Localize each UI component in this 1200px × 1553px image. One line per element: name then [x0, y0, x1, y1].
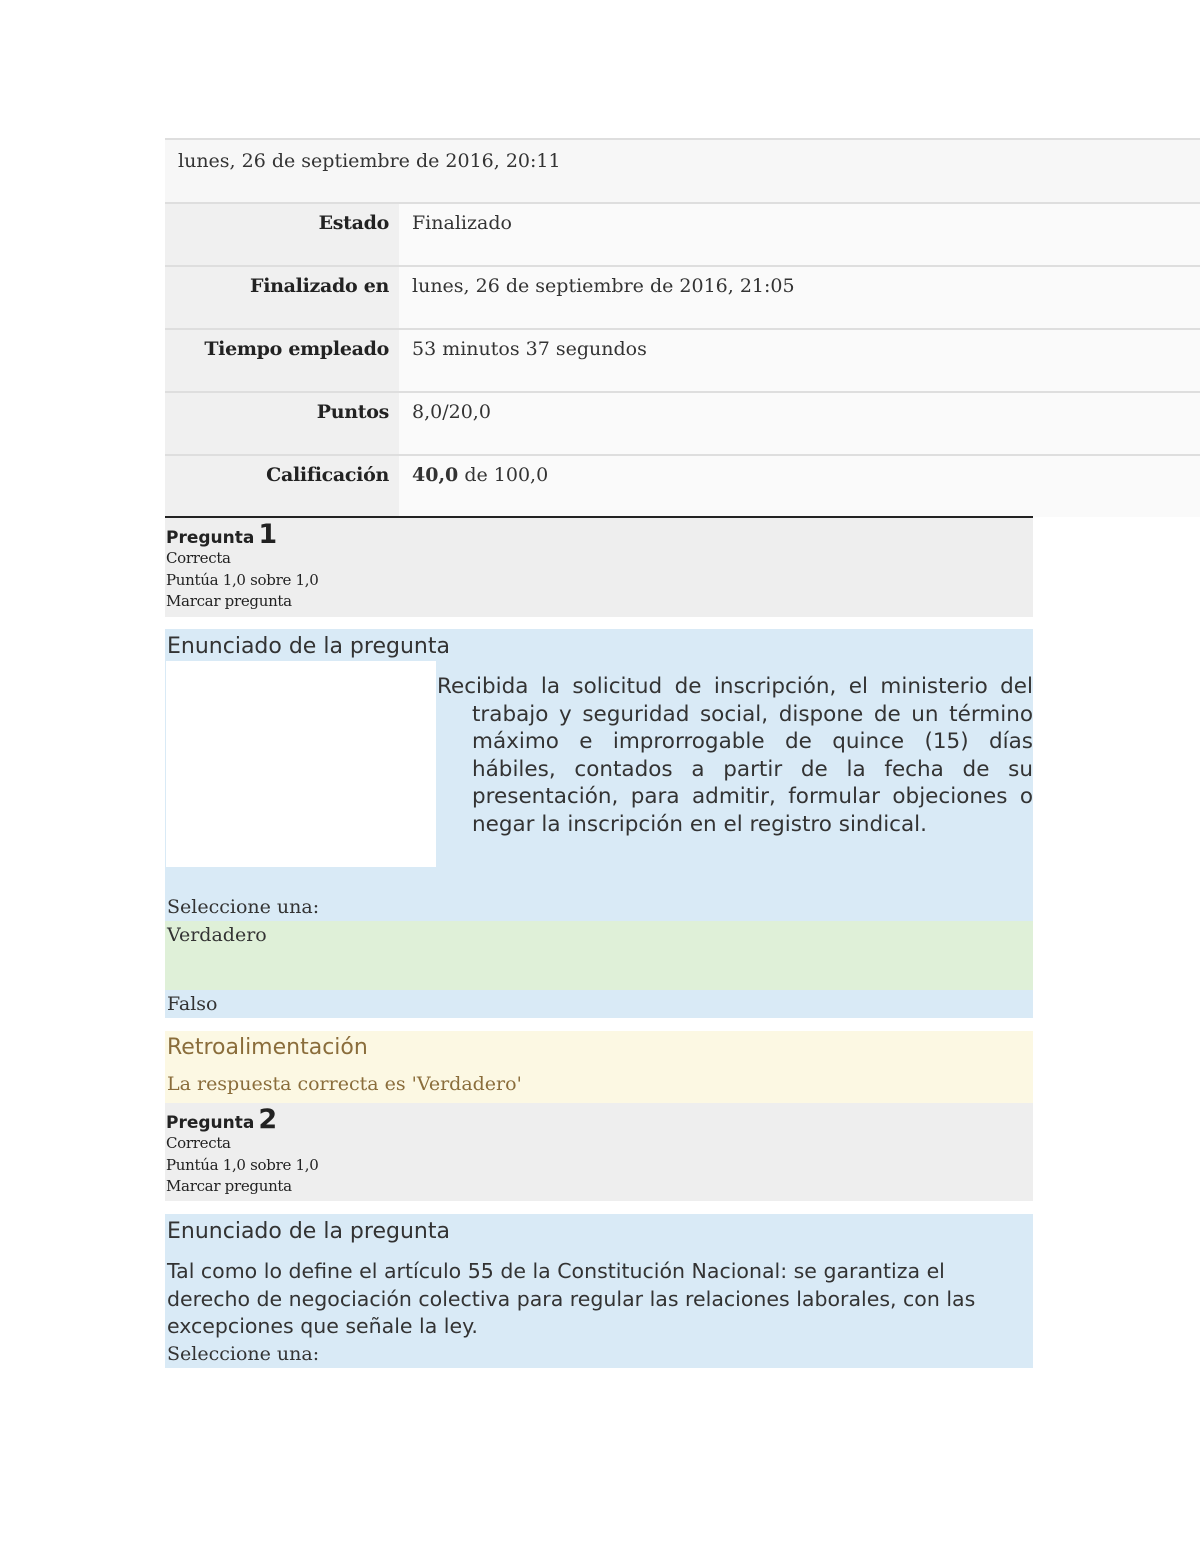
quiz-review-summary — [165, 138, 1200, 517]
flag-question-link[interactable]: Marcar pregunta — [166, 1177, 292, 1195]
question-number — [165, 518, 1033, 548]
summary-row-grade — [165, 456, 1200, 517]
grade-score: 40,0 — [412, 464, 459, 486]
summary-label: Finalizado en — [165, 267, 399, 328]
summary-label: Estado — [165, 204, 399, 265]
summary-row-started — [165, 140, 1200, 204]
question-state: Correcta — [166, 1134, 231, 1152]
question-text-heading: Enunciado de la pregunta — [167, 634, 450, 659]
question-text-area — [165, 661, 1033, 867]
question-1-feedback — [165, 1031, 1033, 1103]
grade-max: de 100,0 — [458, 464, 549, 486]
select-one-prompt: Seleccione una: — [167, 896, 320, 918]
summary-value: 8,0/20,0 — [399, 393, 1200, 454]
question-label: Pregunta — [166, 528, 255, 548]
summary-row-time-taken — [165, 330, 1200, 393]
question-label: Pregunta — [166, 1113, 255, 1133]
started-on-value: lunes, 26 de septiembre de 2016, 20:11 — [178, 150, 561, 172]
feedback-text: La respuesta correcta es 'Verdadero' — [167, 1073, 522, 1095]
question-number — [165, 1103, 1033, 1133]
question-text-blank — [166, 661, 436, 867]
question-grade: Puntúa 1,0 sobre 1,0 — [166, 570, 319, 589]
summary-label: Tiempo empleado — [165, 330, 399, 391]
answer-option-false[interactable]: Falso — [167, 993, 218, 1015]
flag-question-link[interactable]: Marcar pregunta — [166, 592, 292, 610]
summary-row-state — [165, 204, 1200, 267]
summary-value: Finalizado — [399, 204, 1200, 265]
question-2-info — [165, 1103, 1033, 1201]
question-number-value: 2 — [258, 1104, 278, 1135]
summary-label: Calificación — [165, 456, 399, 517]
question-text: Recibida la solicitud de inscripción, el ministerio del trabajo y seguridad social, dispone de un término máximo e improrrogable de quince (15) días hábiles, contados a partir de la fecha de su presentación, para admitir, formular objeciones o negar la inscripción en el registro sindical. — [437, 674, 1033, 837]
question-2-formulation — [165, 1214, 1033, 1368]
summary-label: Puntos — [165, 393, 399, 454]
question-1-info — [165, 518, 1033, 617]
summary-row-completed — [165, 267, 1200, 330]
summary-value — [399, 456, 1200, 517]
question-text: Tal como lo define el artículo 55 de la Constitución Nacional: se garantiza el derecho de negociación colectiva para regular las relaciones laborales, con las excepciones que señale la ley. — [167, 1259, 976, 1338]
summary-value: 53 minutos 37 segundos — [399, 330, 1200, 391]
question-grade: Puntúa 1,0 sobre 1,0 — [166, 1155, 319, 1174]
feedback-heading: Retroalimentación — [167, 1035, 368, 1060]
summary-value: lunes, 26 de septiembre de 2016, 21:05 — [399, 267, 1200, 328]
answer-option-true[interactable]: Verdadero — [165, 921, 1033, 990]
question-text-heading: Enunciado de la pregunta — [167, 1219, 450, 1244]
summary-row-marks — [165, 393, 1200, 456]
question-1-formulation — [165, 629, 1033, 1018]
question-number-value: 1 — [258, 519, 278, 550]
question-state: Correcta — [166, 549, 231, 567]
select-one-prompt: Seleccione una: — [167, 1342, 320, 1365]
